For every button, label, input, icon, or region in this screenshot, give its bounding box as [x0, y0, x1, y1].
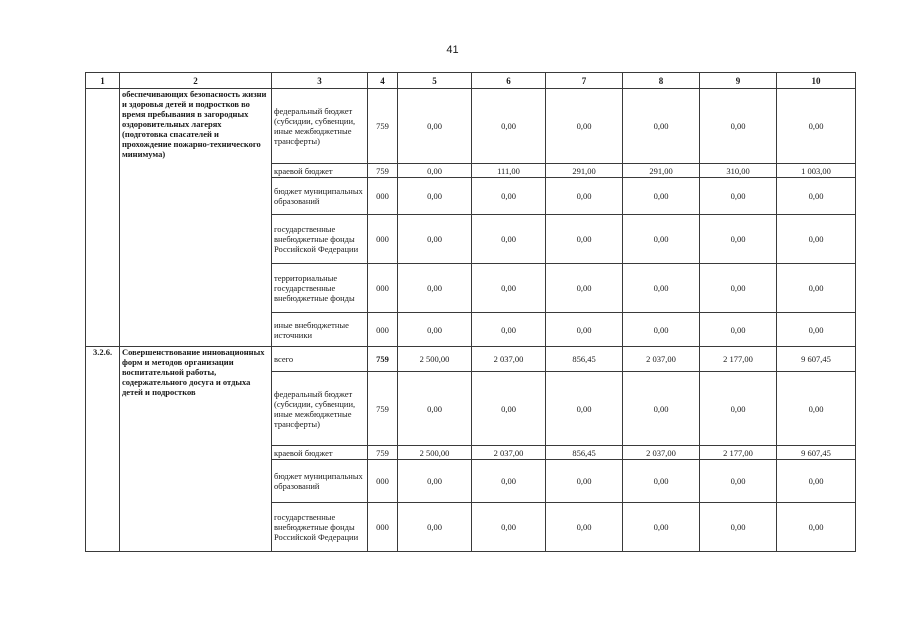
amount-cell: 0,00 — [472, 215, 546, 264]
table-row — [86, 89, 856, 164]
amount-cell: 2 037,00 — [623, 347, 700, 372]
amount-cell: 0,00 — [472, 178, 546, 215]
funding-source: государственные внебюджетные фонды Российской Федерации — [272, 503, 368, 552]
amount-cell: 0,00 — [398, 264, 472, 313]
amount-cell: 0,00 — [546, 503, 623, 552]
column-header: 5 — [398, 73, 472, 89]
budget-code: 759 — [368, 347, 398, 372]
amount-cell: 0,00 — [623, 503, 700, 552]
amount-cell: 0,00 — [546, 372, 623, 446]
budget-code: 000 — [368, 264, 398, 313]
amount-cell: 0,00 — [472, 372, 546, 446]
amount-cell: 0,00 — [546, 178, 623, 215]
amount-cell: 0,00 — [777, 89, 856, 164]
amount-cell: 0,00 — [700, 313, 777, 347]
funding-source: иные внебюджетные источники — [272, 313, 368, 347]
amount-cell: 0,00 — [777, 313, 856, 347]
amount-cell: 0,00 — [623, 89, 700, 164]
column-header: 3 — [272, 73, 368, 89]
column-header: 6 — [472, 73, 546, 89]
amount-cell: 0,00 — [472, 460, 546, 503]
amount-cell: 9 607,45 — [777, 446, 856, 460]
column-header: 8 — [623, 73, 700, 89]
funding-source: федеральный бюджет (субсидии, субвенции, иные межбюджетные трансферты) — [272, 372, 368, 446]
amount-cell: 9 607,45 — [777, 347, 856, 372]
amount-cell: 0,00 — [777, 264, 856, 313]
budget-code: 759 — [368, 164, 398, 178]
budget-code: 000 — [368, 215, 398, 264]
funding-source: всего — [272, 347, 368, 372]
item-number: 3.2.6. — [86, 347, 120, 552]
amount-cell: 0,00 — [623, 178, 700, 215]
amount-cell: 310,00 — [700, 164, 777, 178]
column-header: 2 — [120, 73, 272, 89]
amount-cell: 856,45 — [546, 446, 623, 460]
header-row — [86, 73, 856, 89]
amount-cell: 111,00 — [472, 164, 546, 178]
amount-cell: 0,00 — [546, 264, 623, 313]
amount-cell: 0,00 — [398, 372, 472, 446]
item-name: Совершенствование инновационных форм и методов организации воспитательной работы, содержательного досуга и отдыха детей и подростков — [120, 347, 272, 552]
amount-cell: 2 037,00 — [472, 446, 546, 460]
budget-code: 759 — [368, 89, 398, 164]
column-header: 1 — [86, 73, 120, 89]
amount-cell: 0,00 — [546, 460, 623, 503]
amount-cell: 0,00 — [700, 178, 777, 215]
funding-source: государственные внебюджетные фонды Российской Федерации — [272, 215, 368, 264]
amount-cell: 2 037,00 — [623, 446, 700, 460]
amount-cell: 0,00 — [546, 313, 623, 347]
amount-cell: 0,00 — [777, 178, 856, 215]
amount-cell: 0,00 — [398, 503, 472, 552]
amount-cell: 2 037,00 — [472, 347, 546, 372]
amount-cell: 0,00 — [398, 164, 472, 178]
amount-cell: 0,00 — [472, 503, 546, 552]
item-name: обеспечивающих безопасность жизни и здоровья детей и подростков во время пребывания в загородных оздоровительных лагерях (подготовка спасателей и прохождение пожарно-технического минимума) — [120, 89, 272, 347]
amount-cell: 291,00 — [623, 164, 700, 178]
amount-cell: 0,00 — [623, 215, 700, 264]
amount-cell: 0,00 — [777, 460, 856, 503]
amount-cell: 0,00 — [472, 264, 546, 313]
funding-source: федеральный бюджет (субсидии, субвенции, иные межбюджетные трансферты) — [272, 89, 368, 164]
amount-cell: 2 177,00 — [700, 347, 777, 372]
page-number: 41 — [446, 44, 459, 56]
funding-source: бюджет муниципальных образований — [272, 178, 368, 215]
amount-cell: 291,00 — [546, 164, 623, 178]
column-header: 9 — [700, 73, 777, 89]
budget-code: 759 — [368, 372, 398, 446]
amount-cell: 0,00 — [398, 460, 472, 503]
amount-cell: 0,00 — [546, 89, 623, 164]
amount-cell: 0,00 — [623, 264, 700, 313]
amount-cell: 0,00 — [700, 503, 777, 552]
funding-source: краевой бюджет — [272, 164, 368, 178]
budget-code: 000 — [368, 503, 398, 552]
amount-cell: 0,00 — [398, 89, 472, 164]
amount-cell: 0,00 — [700, 215, 777, 264]
amount-cell: 0,00 — [546, 215, 623, 264]
amount-cell: 1 003,00 — [777, 164, 856, 178]
funding-source: бюджет муниципальных образований — [272, 460, 368, 503]
amount-cell: 0,00 — [700, 89, 777, 164]
column-header: 4 — [368, 73, 398, 89]
amount-cell: 0,00 — [623, 372, 700, 446]
amount-cell: 2 500,00 — [398, 347, 472, 372]
item-number — [86, 89, 120, 347]
budget-code: 759 — [368, 446, 398, 460]
amount-cell: 856,45 — [546, 347, 623, 372]
amount-cell: 0,00 — [777, 372, 856, 446]
amount-cell: 0,00 — [700, 372, 777, 446]
amount-cell: 0,00 — [623, 313, 700, 347]
amount-cell: 0,00 — [700, 460, 777, 503]
column-header: 10 — [777, 73, 856, 89]
amount-cell: 0,00 — [472, 89, 546, 164]
amount-cell: 0,00 — [398, 178, 472, 215]
funding-source: краевой бюджет — [272, 446, 368, 460]
amount-cell: 0,00 — [700, 264, 777, 313]
budget-code: 000 — [368, 178, 398, 215]
amount-cell: 0,00 — [472, 313, 546, 347]
amount-cell: 0,00 — [398, 313, 472, 347]
amount-cell: 2 500,00 — [398, 446, 472, 460]
budget-table — [85, 72, 856, 552]
amount-cell: 0,00 — [623, 460, 700, 503]
funding-source: территориальные государственные внебюджетные фонды — [272, 264, 368, 313]
amount-cell: 2 177,00 — [700, 446, 777, 460]
table-row — [86, 347, 856, 372]
budget-code: 000 — [368, 313, 398, 347]
amount-cell: 0,00 — [398, 215, 472, 264]
amount-cell: 0,00 — [777, 215, 856, 264]
column-header: 7 — [546, 73, 623, 89]
amount-cell: 0,00 — [777, 503, 856, 552]
budget-code: 000 — [368, 460, 398, 503]
